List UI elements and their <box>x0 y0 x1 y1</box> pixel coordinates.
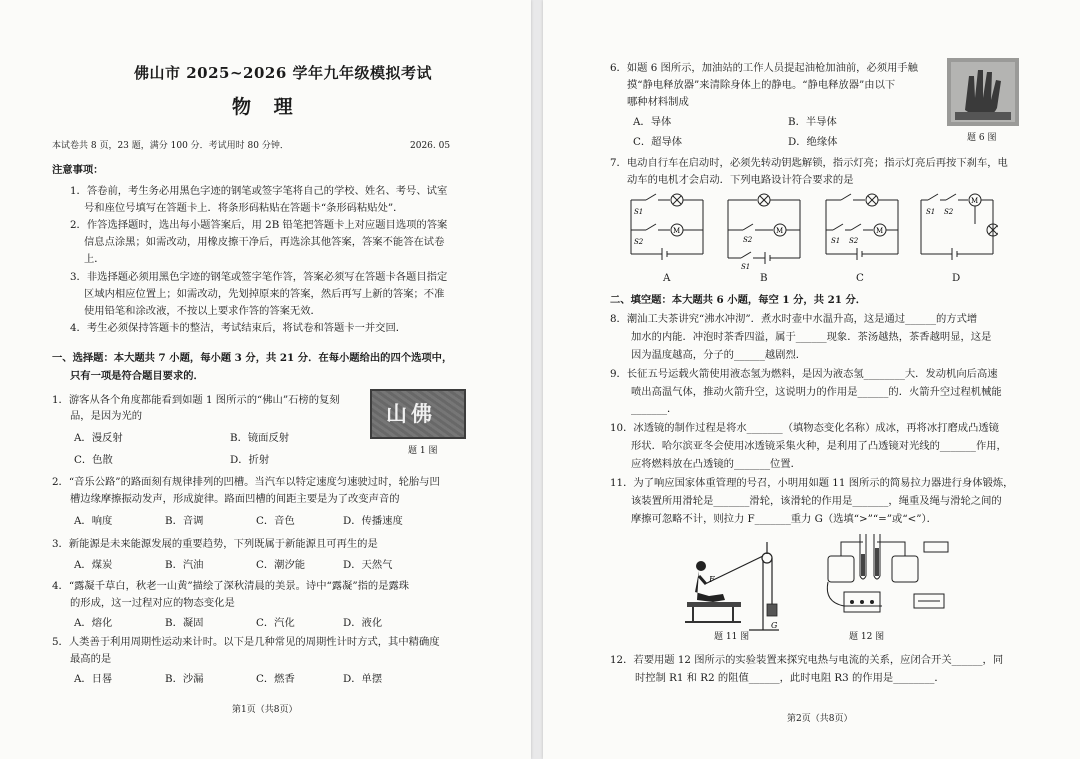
question-7-cont: 动车的电机才会启动．下列电路设计符合要求的是 <box>627 174 854 186</box>
q1-option-a: A．漫反射 <box>74 432 123 444</box>
exam-title: 佛山市 2025~2026 学年九年级模拟考试 <box>134 64 433 82</box>
joule-heat-apparatus-figure <box>822 530 954 626</box>
q4-option-d: D．液化 <box>343 617 383 629</box>
question-9-cont: 喷出高温气体，推动火箭升空，这说明力的作用是______的．火箭升空过程机械能 <box>631 386 1002 398</box>
question-8-cont2: 因为温度越高，分子的______越剧烈． <box>631 349 807 361</box>
question-7: 7．电动自行车在启动时，必须先转动钥匙解锁，指示灯亮；指示灯亮后再按下刹车，电 <box>610 157 1008 169</box>
section1-heading-cont: 只有一项是符合题目要求的． <box>70 370 204 382</box>
motor-label: M <box>876 227 884 235</box>
q6-option-d: D．绝缘体 <box>788 136 838 148</box>
question-12: 12．若要用题 12 图所示的实验装置来探究电热与电流的关系，应闭合开关______，同 <box>610 654 1004 666</box>
question-4-cont: 的形成，这一过程对应的物态变化是 <box>70 597 235 609</box>
question-12-cont: 时控制 R1 和 R2 的阻值______，此时电阻 R3 的作用是________． <box>635 672 945 684</box>
plaque-text: 山佛 <box>386 401 436 426</box>
question-5: 5．人类善于利用周期性运动来计时。以下是几种常见的周期性计时方式，其中精确度 <box>52 636 440 648</box>
circuit-label-c: C <box>856 272 864 284</box>
notice-line: 1．答卷前，考生务必用黑色字迹的钢笔或签字笔将自己的学校、姓名、考号、试室 <box>70 185 448 197</box>
q5-option-d: D．单摆 <box>343 673 383 685</box>
question-3: 3．新能源是未来能源发展的重要趋势，下列既属于新能源且可再生的是 <box>52 538 378 550</box>
circuit-diagram-c <box>821 190 903 270</box>
notice-heading: 注意事项： <box>52 164 104 176</box>
q3-option-d: D．天然气 <box>343 559 393 571</box>
figure-1-caption: 题 1 图 <box>408 446 438 456</box>
circuit-label-a: A <box>663 272 671 284</box>
question-6: 6．如题 6 图所示，加油站的工作人员提起油枪加油前，必须用手触 <box>610 62 918 74</box>
pulley-exerciser-figure <box>679 540 789 632</box>
notice-line: 4．考生必须保持答题卡的整洁，考试结束后，将试卷和答题卡一并交回． <box>70 322 407 334</box>
switch-label: S1 <box>634 208 644 216</box>
figure-12-caption: 题 12 图 <box>849 632 885 642</box>
question-8: 8．潮汕工夫茶讲究“沸水冲沏”．煮水时壶中水温升高，这是通过______的方式增 <box>610 313 978 325</box>
q2-option-d: D．传播速度 <box>343 515 403 527</box>
question-11-cont: 该装置所用滑轮是_______滑轮，该滑轮的作用是_______，绳重及绳与滑轮之间的 <box>631 495 1002 507</box>
q2-option-c: C．音色 <box>256 515 295 527</box>
section2-heading: 二、填空题：本大题共 6 小题，每空 1 分，共 21 分． <box>610 294 867 306</box>
page-footer: 第2页（共8页） <box>787 714 853 724</box>
exam-page-2 <box>543 0 1080 759</box>
question-5-cont: 最高的是 <box>70 653 112 665</box>
q1-option-d: D．折射 <box>230 454 270 466</box>
switch-label: S2 <box>849 237 859 245</box>
question-11-cont2: 摩擦可忽略不计，则拉力 F_______重力 G（选填“>”“=”或“<”）． <box>631 513 937 525</box>
question-1-cont: 品，是因为光的 <box>70 410 143 422</box>
page-footer: 第1页（共8页） <box>232 705 298 715</box>
question-10-cont2: 应将燃料放在凸透镜的_______位置． <box>631 458 801 470</box>
notice-line: 上． <box>84 253 105 265</box>
circuit-diagram-a <box>626 190 708 270</box>
circuit-label-d: D <box>952 272 961 284</box>
exam-info: 本试卷共 8 页，23 题，满分 100 分．考试用时 80 分钟． <box>52 141 289 151</box>
notice-line: 使用铅笔和涂改液，不按以上要求作答的答案无效． <box>84 305 321 317</box>
q1-option-c: C．色散 <box>74 454 113 466</box>
switch-label: S1 <box>831 237 841 245</box>
q6-option-c: C．超导体 <box>633 136 683 148</box>
question-10: 10．冰透镜的制作过程是将水_______（填物态变化名称）成冰，再将冰打磨成凸透镜 <box>610 422 999 434</box>
figure-6-caption: 题 6 图 <box>967 133 997 143</box>
notice-line: 信息点涂黑；如需改动，用橡皮擦干净后，再选涂其他答案，答案不能答在试卷 <box>84 236 445 248</box>
q2-option-a: A．响度 <box>74 515 113 527</box>
weight-label: G <box>771 621 778 630</box>
switch-label: S2 <box>944 208 954 216</box>
q2-option-b: B．音调 <box>165 515 204 527</box>
question-10-cont: 形状．哈尔滨亚冬会使用冰透镜采集火种，是利用了凸透镜对光线的_______作用， <box>631 440 1007 452</box>
motor-label: M <box>971 197 979 205</box>
force-label: F <box>709 575 715 584</box>
q6-option-b: B．半导体 <box>788 116 837 128</box>
question-2: 2．“音乐公路”的路面刻有规律排列的凹槽。当汽车以特定速度匀速驶过时，轮胎与凹 <box>52 476 440 488</box>
switch-label: S2 <box>743 236 753 244</box>
q4-option-b: B．凝固 <box>165 617 204 629</box>
q3-option-b: B．汽油 <box>165 559 204 571</box>
q5-option-a: A．日晷 <box>74 673 113 685</box>
subject-title: 物 理 <box>232 96 301 118</box>
section1-heading: 一、选择题：本大题共 7 小题，每小题 3 分，共 21 分．在每小题给出的四个选项中， <box>52 352 453 364</box>
notice-line: 2．作答选择题时，选出每小题答案后，用 2B 铅笔把答题卡上对应题目选项的答案 <box>70 219 448 231</box>
exam-page-1 <box>0 0 531 759</box>
question-6-cont: 摸“静电释放器”来清除身体上的静电。“静电释放器”由以下 <box>627 79 896 91</box>
question-8-cont: 加水的内能．冲泡时茶香四溢，属于______现象．茶汤越热，茶香越明显，这是 <box>631 331 992 343</box>
stone-plaque-figure <box>370 389 466 439</box>
q1-option-b: B．镜面反射 <box>230 432 290 444</box>
motor-label: M <box>776 227 784 235</box>
notice-line: 3．非选择题必须用黑色字迹的钢笔或签字笔作答，答案必须写在答题卡各题目指定 <box>70 271 448 283</box>
circuit-diagram-b <box>723 190 805 270</box>
q5-option-c: C．燃香 <box>256 673 295 685</box>
switch-label: S2 <box>634 238 644 246</box>
q6-option-a: A．导体 <box>633 116 672 128</box>
question-9-cont2: _______． <box>631 403 678 415</box>
question-2-cont: 槽边缘摩擦振动发声，形成旋律。路面凹槽的间距主要是为了改变声音的 <box>70 493 400 505</box>
question-1: 1．游客从各个角度都能看到如题 1 图所示的“佛山”石榜的复刻 <box>52 394 340 406</box>
question-9: 9．长征五号运载火箭使用液态氢为燃料，是因为液态氢________大．发动机向后高速 <box>610 368 998 380</box>
q3-option-a: A．煤炭 <box>74 559 113 571</box>
exam-date: 2026. 05 <box>410 141 451 151</box>
figure-11-caption: 题 11 图 <box>714 632 750 642</box>
switch-label: S1 <box>926 208 936 216</box>
q5-option-b: B．沙漏 <box>165 673 204 685</box>
circuit-label-b: B <box>760 272 768 284</box>
notice-line: 号和座位号填写在答题卡上．将条形码粘贴在答题卡“条形码粘贴处”． <box>84 202 404 214</box>
question-11: 11．为了响应国家体重管理的号召，小明用如题 11 图所示的简易拉力器进行身体锻炼， <box>610 477 1014 489</box>
question-6-cont2: 哪种材料制成 <box>627 96 689 108</box>
q4-option-c: C．汽化 <box>256 617 295 629</box>
motor-label: M <box>673 227 681 235</box>
circuit-diagram-d <box>916 190 998 270</box>
static-discharger-photo <box>947 58 1019 126</box>
q3-option-c: C．潮汐能 <box>256 559 306 571</box>
switch-label: S1 <box>741 263 751 270</box>
q4-option-a: A．熔化 <box>74 617 113 629</box>
question-4: 4．“露凝千草白，秋老一山黄”描绘了深秋清晨的美景。诗中“露凝”指的是露珠 <box>52 580 410 592</box>
notice-line: 区域内相应位置上；如需改动，先划掉原来的答案，然后再写上新的答案；不准 <box>84 288 445 300</box>
